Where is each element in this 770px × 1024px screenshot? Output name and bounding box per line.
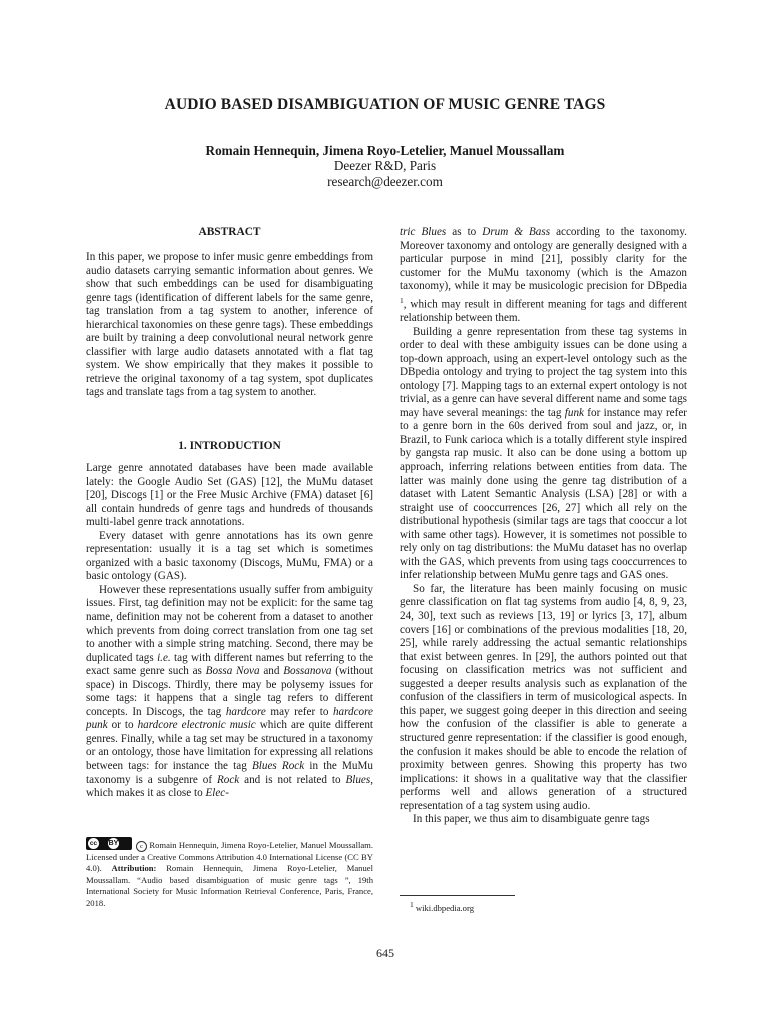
license-notice: cc BY c Romain Hennequin, Jimena Royo-Letelier, Manuel Moussallam. Licensed under a Creative Commons Attribution 4.0 International License (CC BY 4.0). Attribution: Romain Hennequin, Jimena Royo-Letelier, Manuel Moussallam. “Audio based disambiguation of music genre tags ”, 19th International Society for Music Information Retrieval Conference, Paris, France, 2018. — [86, 837, 373, 909]
intro-paragraph-3: However these representations usually suffer from ambiguity issues. First, tag definition may not be explicit: for the same tag name, definition may not be coherent from a dataset to another which prevents from doing correct translation from one tag set to another with a simple string matching. Second, there may be duplicated tags i.e. tag with different names but referring to the exact same genre such as Bossa Nova and Bossanova (without space) in Discogs. Thirdly, there may be polysemy issues for some tags: it happens that a single tag refers to different concepts. In Discogs, the tag hardcore may refer to hardcore punk or to hardcore electronic music which are quite different genres. Finally, while a tag set may be structured in a taxonomy or an ontology, those have limitation for expressing all relations between tags: for instance the tag Blues Rock in the MuMu taxonomy is a subgenre of Rock and is not related to Blues, which makes it as close to Elec- — [86, 583, 374, 800]
intro-paragraph-2: Every dataset with genre annotations has its own genre representation: usually it is a tag set which is sometimes organized with a basic taxonomy (Discogs, MuMu, FMA) or a basic ontology (GAS). — [86, 529, 373, 583]
right-paragraph-4: In this paper, we thus aim to disambiguate genre tags — [413, 813, 650, 826]
copyright-mark: c — [136, 841, 147, 852]
footnote: $^1$ wiki.dbpedia.org — [410, 900, 474, 913]
affiliation-line: Deezer R&D, Paris — [333, 158, 437, 173]
intro-heading: 1. INTRODUCTION — [178, 440, 281, 452]
intro-body — [86, 462, 373, 801]
paper-title: AUDIO BASED DISAMBIGUATION OF MUSIC GENRE TAGS — [164, 96, 606, 113]
abstract-heading: ABSTRACT — [198, 226, 261, 238]
cc-by-logo: cc BY — [86, 837, 132, 850]
right-column — [400, 226, 687, 827]
page-number: 645 — [376, 946, 394, 960]
right-paragraph-3: So far, the literature has been mainly focusing on music genre classification on flat tag systems from audio [4, 8, 9, 23, 24, 30], text such as reviews [13, 19] or lyrics [3, 17], album covers [16] or combinations of the previous modalities [18, 20, 25], while rarely addressing the actual semantic relationships that exist between genres. In [29], the authors pointed out that focusing on classification metrics was not sufficient and suggested a deeper results analysis such as explanation of the confusion of the classifiers in term of musicological aspects. In this paper, we suggest going deeper in this direction and seeing how the confusion of the classifier is able to generate a structured genre representation: if the classifier is good enough, the confusion it makes should be able to encode the relation of proximity between genres. Showing this property has two implications: it shows in a qualitative way that the classifier performs well and allows generation of a structured representation of a tag system using audio. — [400, 582, 687, 812]
paper-affiliation — [0, 158, 770, 190]
abstract-body — [86, 251, 373, 400]
right-paragraph-1: tric Blues as to Drum & Bass according to the taxonomy. Moreover taxonomy and ontology are generally designed with a particular purpose in mind [21], possibly clarity for the customer for the MuMu taxonomy (which is the Amazon taxonomy), while it may be musicologic precision for DBpedia $^1$, which may result in different meaning for tags and different relationship between them. — [400, 226, 687, 324]
intro-paragraph-1: Large genre annotated databases have been made available lately: the Google Audio Set (GAS) [12], the MuMu dataset [20], Discogs [1] or the Free Music Archive (FMA) dataset [6] all contain hundreds of genre tags and hundreds of thousands multi-label genre track annotations. — [86, 462, 373, 529]
abstract-text: In this paper, we propose to infer music genre embeddings from audio datasets carrying semantic information about genres. We show that such embeddings can be used for disambiguating genre tags (identification of different labels for the same genre, tag translation from a tag system to another, inference of hierarchical taxonomies on these genre tags). These embeddings are built by training a deep convolutional neural network genre classifier with large audio datasets annotated with a flat tag system. We show empirically that they makes it possible to retrieve the original taxonomy of a tag system, spot duplicates tags and translate tags from a tag system to another. — [86, 251, 373, 399]
right-paragraph-2: Building a genre representation from these tag systems in order to deal with these ambiguity issues can be done using a top-down approach, using an expert-level ontology such as the DBpedia ontology and trying to project the tag system into this ontology [7]. Mapping tags to an external expert ontology is not trivial, as a genre can have several different name and some tags may have several meanings: the tag funk for instance may refer to a genre born in the 60s derived from soul and jazz, or, in Brazil, to Funk carioca which is a totally different style inspired by gangsta rap music. It also can be done using a bottom up approach, inferring relations between entities from data. The latter was mainly done using the genre tag distribution of a dataset with Latent Semantic Analysis (LSA) [28] or with a straight use of cooccurrences [26, 27] which all rely on the distributional hypothesis (similar tags are tags that cooccur a lot with same other tags). However, it is sometimes not possible to rely only on tag distributions: the MuMu dataset has no overlap with the GAS, which prevents from using tags cooccurrences to infer relationship between MuMu genre tags and GAS ones. — [400, 325, 687, 582]
paper-authors: Romain Hennequin, Jimena Royo-Letelier, Manuel Moussallam — [205, 143, 565, 158]
email-line: research@deezer.com — [327, 174, 443, 189]
footnote-rule — [400, 895, 515, 896]
